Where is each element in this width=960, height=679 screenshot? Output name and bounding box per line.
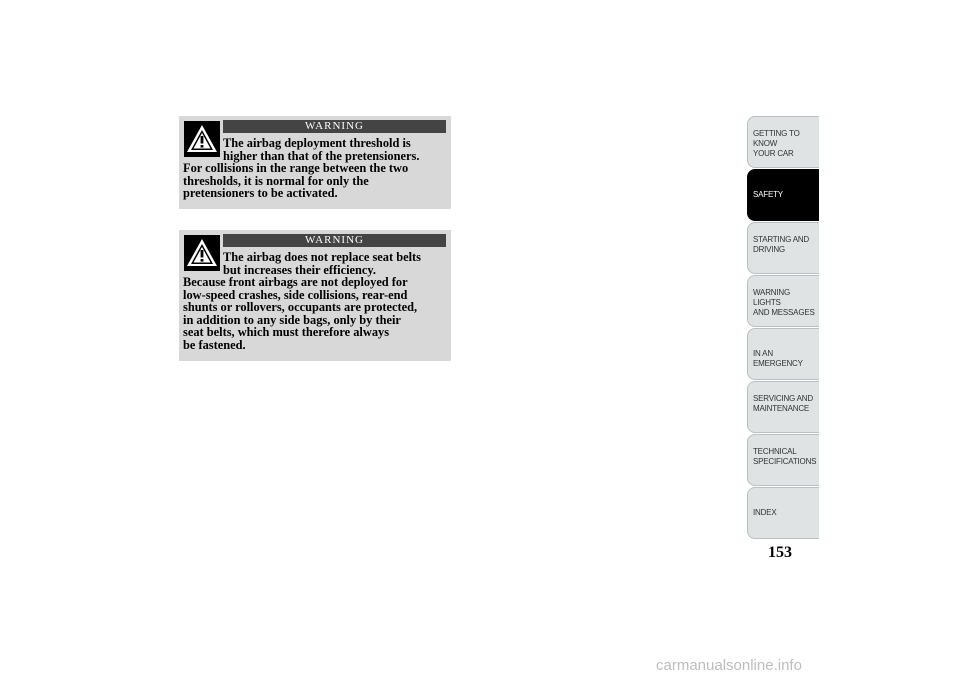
warning-header: WARNING	[223, 120, 446, 133]
nav-tab-safety[interactable]: SAFETY	[747, 169, 819, 221]
nav-tab-index[interactable]: INDEX	[747, 487, 819, 539]
nav-tab-emergency[interactable]: IN AN EMERGENCY	[747, 328, 819, 380]
nav-tab-warning-lights[interactable]: WARNING LIGHTS AND MESSAGES	[747, 275, 819, 327]
warning-box	[179, 230, 451, 361]
warning-triangle-icon	[184, 121, 220, 157]
nav-tab-getting-to-know[interactable]: GETTING TO KNOW YOUR CAR	[747, 116, 819, 168]
watermark: carmanualsonline.info	[656, 657, 802, 674]
nav-tab-servicing[interactable]: SERVICING AND MAINTENANCE	[747, 381, 819, 433]
nav-tab-starting-driving[interactable]: STARTING AND DRIVING	[747, 222, 819, 274]
warning-lead-text: The airbag does not replace seat belts but increases their efficiency.	[223, 250, 422, 277]
warning-triangle-icon	[184, 235, 220, 271]
warning-body-text: Because front airbags are not deployed for low-speed crashes, side collisions, rear-end shunts or rollovers, occupants are protected, in addition to any side bags, only by their seat belts, which must therefore always be fastened.	[183, 275, 418, 352]
chapter-nav	[747, 116, 819, 540]
warning-header: WARNING	[223, 234, 446, 247]
warning-body-text: For collisions in the range between the two thresholds, it is normal for only the pretensioners to be activated.	[183, 161, 409, 200]
warning-lead-text: The airbag deployment threshold is higher than that of the pretensioners.	[223, 136, 420, 163]
warning-box	[179, 116, 451, 209]
nav-tab-technical[interactable]: TECHNICAL SPECIFICATIONS	[747, 434, 819, 486]
page-number: 153	[768, 544, 792, 561]
